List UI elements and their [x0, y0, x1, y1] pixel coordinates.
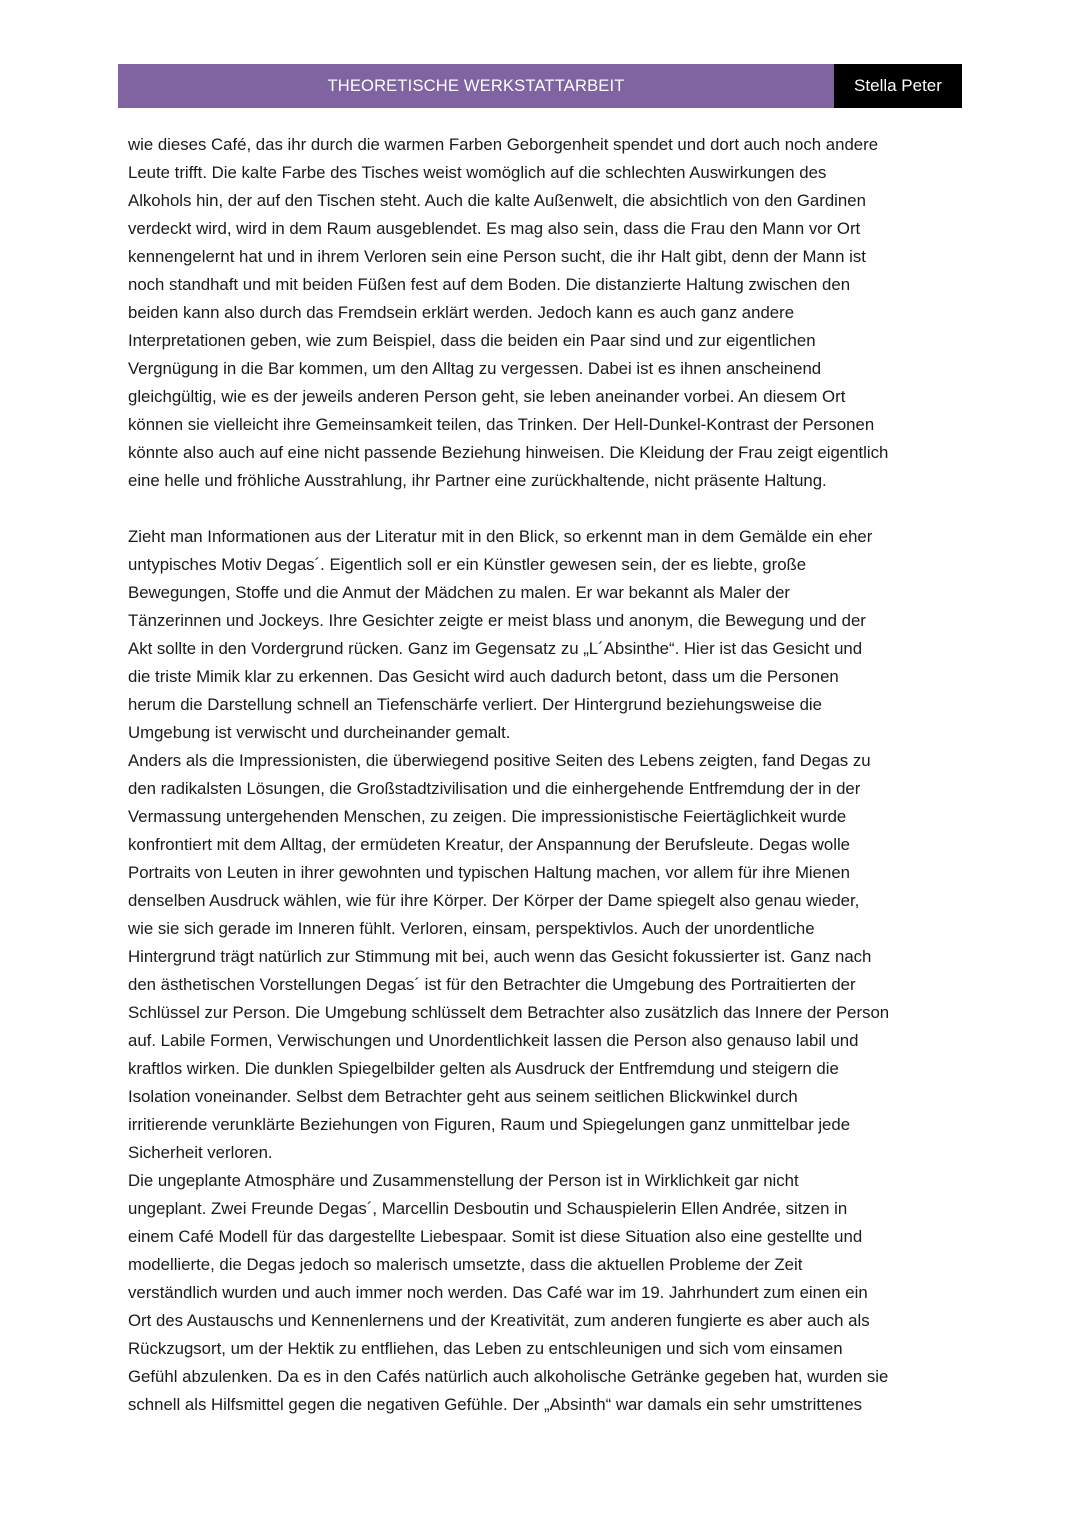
- text-line: Isolation voneinander. Selbst dem Betrachter geht aus seinem seitlichen Blickwinkel durch: [128, 1087, 798, 1106]
- text-line: noch standhaft und mit beiden Füßen fest auf dem Boden. Die distanzierte Haltung zwischen den: [128, 275, 851, 294]
- text-line: herum die Darstellung schnell an Tiefenschärfe verliert. Der Hintergrund beziehungsweise die: [128, 695, 822, 714]
- header-title: THEORETISCHE WERKSTATTARBEIT: [118, 64, 834, 108]
- paragraph-4: [128, 1167, 956, 1419]
- text-line: Bewegungen, Stoffe und die Anmut der Mädchen zu malen. Er war bekannt als Maler der: [128, 583, 791, 602]
- text-line: Anders als die Impressionisten, die überwiegend positive Seiten des Lebens zeigten, fand Degas zu: [128, 751, 871, 770]
- text-line: Ort des Austauschs und Kennenlernens und der Kreativität, zum anderen fungierte es aber auch als: [128, 1311, 870, 1330]
- text-line: Tänzerinnen und Jockeys. Ihre Gesichter zeigte er meist blass und anonym, die Bewegung und der: [128, 611, 866, 630]
- text-line: Alkohols hin, der auf den Tischen steht. Auch die kalte Außenwelt, die absichtlich von den Gardinen: [128, 191, 866, 210]
- text-line: Hintergrund trägt natürlich zur Stimmung mit bei, auch wenn das Gesicht fokussierter ist. Ganz nach: [128, 947, 872, 966]
- text-line: irritierende verunklärte Beziehungen von Figuren, Raum und Spiegelungen ganz unmittelbar jede: [128, 1115, 851, 1134]
- text-line: Zieht man Informationen aus der Literatur mit in den Blick, so erkennt man in dem Gemälde ein eher: [128, 527, 873, 546]
- paragraph-2: [128, 523, 956, 747]
- text-line: gleichgültig, wie es der jeweils anderen Person geht, sie leben aneinander vorbei. An diesem Ort: [128, 387, 846, 406]
- text-line: untypisches Motiv Degas´. Eigentlich soll er ein Künstler gewesen sein, der es liebte, große: [128, 555, 807, 574]
- text-line: auf. Labile Formen, Verwischungen und Unordentlichkeit lassen die Person also genauso labil und: [128, 1031, 859, 1050]
- text-line: kennengelernt hat und in ihrem Verloren sein eine Person sucht, die ihr Halt gibt, denn der Mann ist: [128, 247, 866, 266]
- text-line: Die ungeplante Atmosphäre und Zusammenstellung der Person ist in Wirklichkeit gar nicht: [128, 1171, 799, 1190]
- text-line: ungeplant. Zwei Freunde Degas´, Marcellin Desboutin und Schauspielerin Ellen Andrée, sitzen in: [128, 1199, 848, 1218]
- text-line: verständlich wurden und auch immer noch werden. Das Café war im 19. Jahrhundert zum einen ein: [128, 1283, 868, 1302]
- text-line: Schlüssel zur Person. Die Umgebung schlüsselt dem Betrachter also zusätzlich das Innere der Person: [128, 1003, 890, 1022]
- text-line: Umgebung ist verwischt und durcheinander gemalt.: [128, 723, 511, 742]
- text-line: wie sie sich gerade im Inneren fühlt. Verloren, einsam, perspektivlos. Auch der unordentliche: [128, 919, 815, 938]
- paragraph-1: [128, 131, 956, 495]
- text-line: Gefühl abzulenken. Da es in den Cafés natürlich auch alkoholische Getränke gegeben hat, wurden sie: [128, 1367, 889, 1386]
- text-line: verdeckt wird, wird in dem Raum ausgeblendet. Es mag also sein, dass die Frau den Mann vor Ort: [128, 219, 861, 238]
- text-line: beiden kann also durch das Fremdsein erklärt werden. Jedoch kann es auch ganz andere: [128, 303, 795, 322]
- text-line: denselben Ausdruck wählen, wie für ihre Körper. Der Körper der Dame spiegelt also genau wieder,: [128, 891, 860, 910]
- text-line: Rückzugsort, um der Hektik zu entfliehen, das Leben zu entschleunigen und sich vom einsamen: [128, 1339, 843, 1358]
- text-line: kraftlos wirken. Die dunklen Spiegelbilder gelten als Ausdruck der Entfremdung und steigern die: [128, 1059, 839, 1078]
- text-line: Sicherheit verloren.: [128, 1143, 273, 1162]
- paragraph-3: [128, 747, 956, 1167]
- text-line: könnte also auch auf eine nicht passende Beziehung hinweisen. Die Kleidung der Frau zeigt eigentlich: [128, 443, 889, 462]
- text-line: den radikalsten Lösungen, die Großstadtzivilisation und die einhergehende Entfremdung der in der: [128, 779, 861, 798]
- text-line: können sie vielleicht ihre Gemeinsamkeit teilen, das Trinken. Der Hell-Dunkel-Kontrast der Personen: [128, 415, 875, 434]
- text-line: Akt sollte in den Vordergrund rücken. Ganz im Gegensatz zu „L´Absinthe“. Hier ist das Gesicht und: [128, 639, 863, 658]
- page-header: [118, 64, 962, 108]
- text-line: eine helle und fröhliche Ausstrahlung, ihr Partner eine zurückhaltende, nicht präsente Haltung.: [128, 471, 827, 490]
- text-line: Portraits von Leuten in ihrer gewohnten und typischen Haltung machen, vor allem für ihre Mienen: [128, 863, 850, 882]
- text-line: Interpretationen geben, wie zum Beispiel, dass die beiden ein Paar sind und zur eigentlichen: [128, 331, 816, 350]
- text-line: konfrontiert mit dem Alltag, der ermüdeten Kreatur, der Anspannung der Berufsleute. Degas wolle: [128, 835, 851, 854]
- paragraph-spacer: [128, 495, 956, 523]
- text-line: Vergnügung in die Bar kommen, um den Alltag zu vergessen. Dabei ist es ihnen anscheinend: [128, 359, 822, 378]
- text-line: modellierte, die Degas jedoch so malerisch umsetzte, dass die aktuellen Probleme der Zeit: [128, 1255, 803, 1274]
- document-body: [128, 131, 956, 1419]
- header-author: Stella Peter: [834, 64, 962, 108]
- text-line: wie dieses Café, das ihr durch die warmen Farben Geborgenheit spendet und dort auch noch andere: [128, 135, 879, 154]
- text-line: die triste Mimik klar zu erkennen. Das Gesicht wird auch dadurch betont, dass um die Personen: [128, 667, 839, 686]
- text-line: schnell als Hilfsmittel gegen die negativen Gefühle. Der „Absinth“ war damals ein sehr umstrittenes: [128, 1395, 863, 1414]
- text-line: Leute trifft. Die kalte Farbe des Tisches weist womöglich auf die schlechten Auswirkungen des: [128, 163, 827, 182]
- text-line: den ästhetischen Vorstellungen Degas´ ist für den Betrachter die Umgebung des Portraitierten der: [128, 975, 856, 994]
- text-line: einem Café Modell für das dargestellte Liebespaar. Somit ist diese Situation also eine gestellte und: [128, 1227, 863, 1246]
- text-line: Vermassung untergehenden Menschen, zu zeigen. Die impressionistische Feiertäglichkeit wurde: [128, 807, 847, 826]
